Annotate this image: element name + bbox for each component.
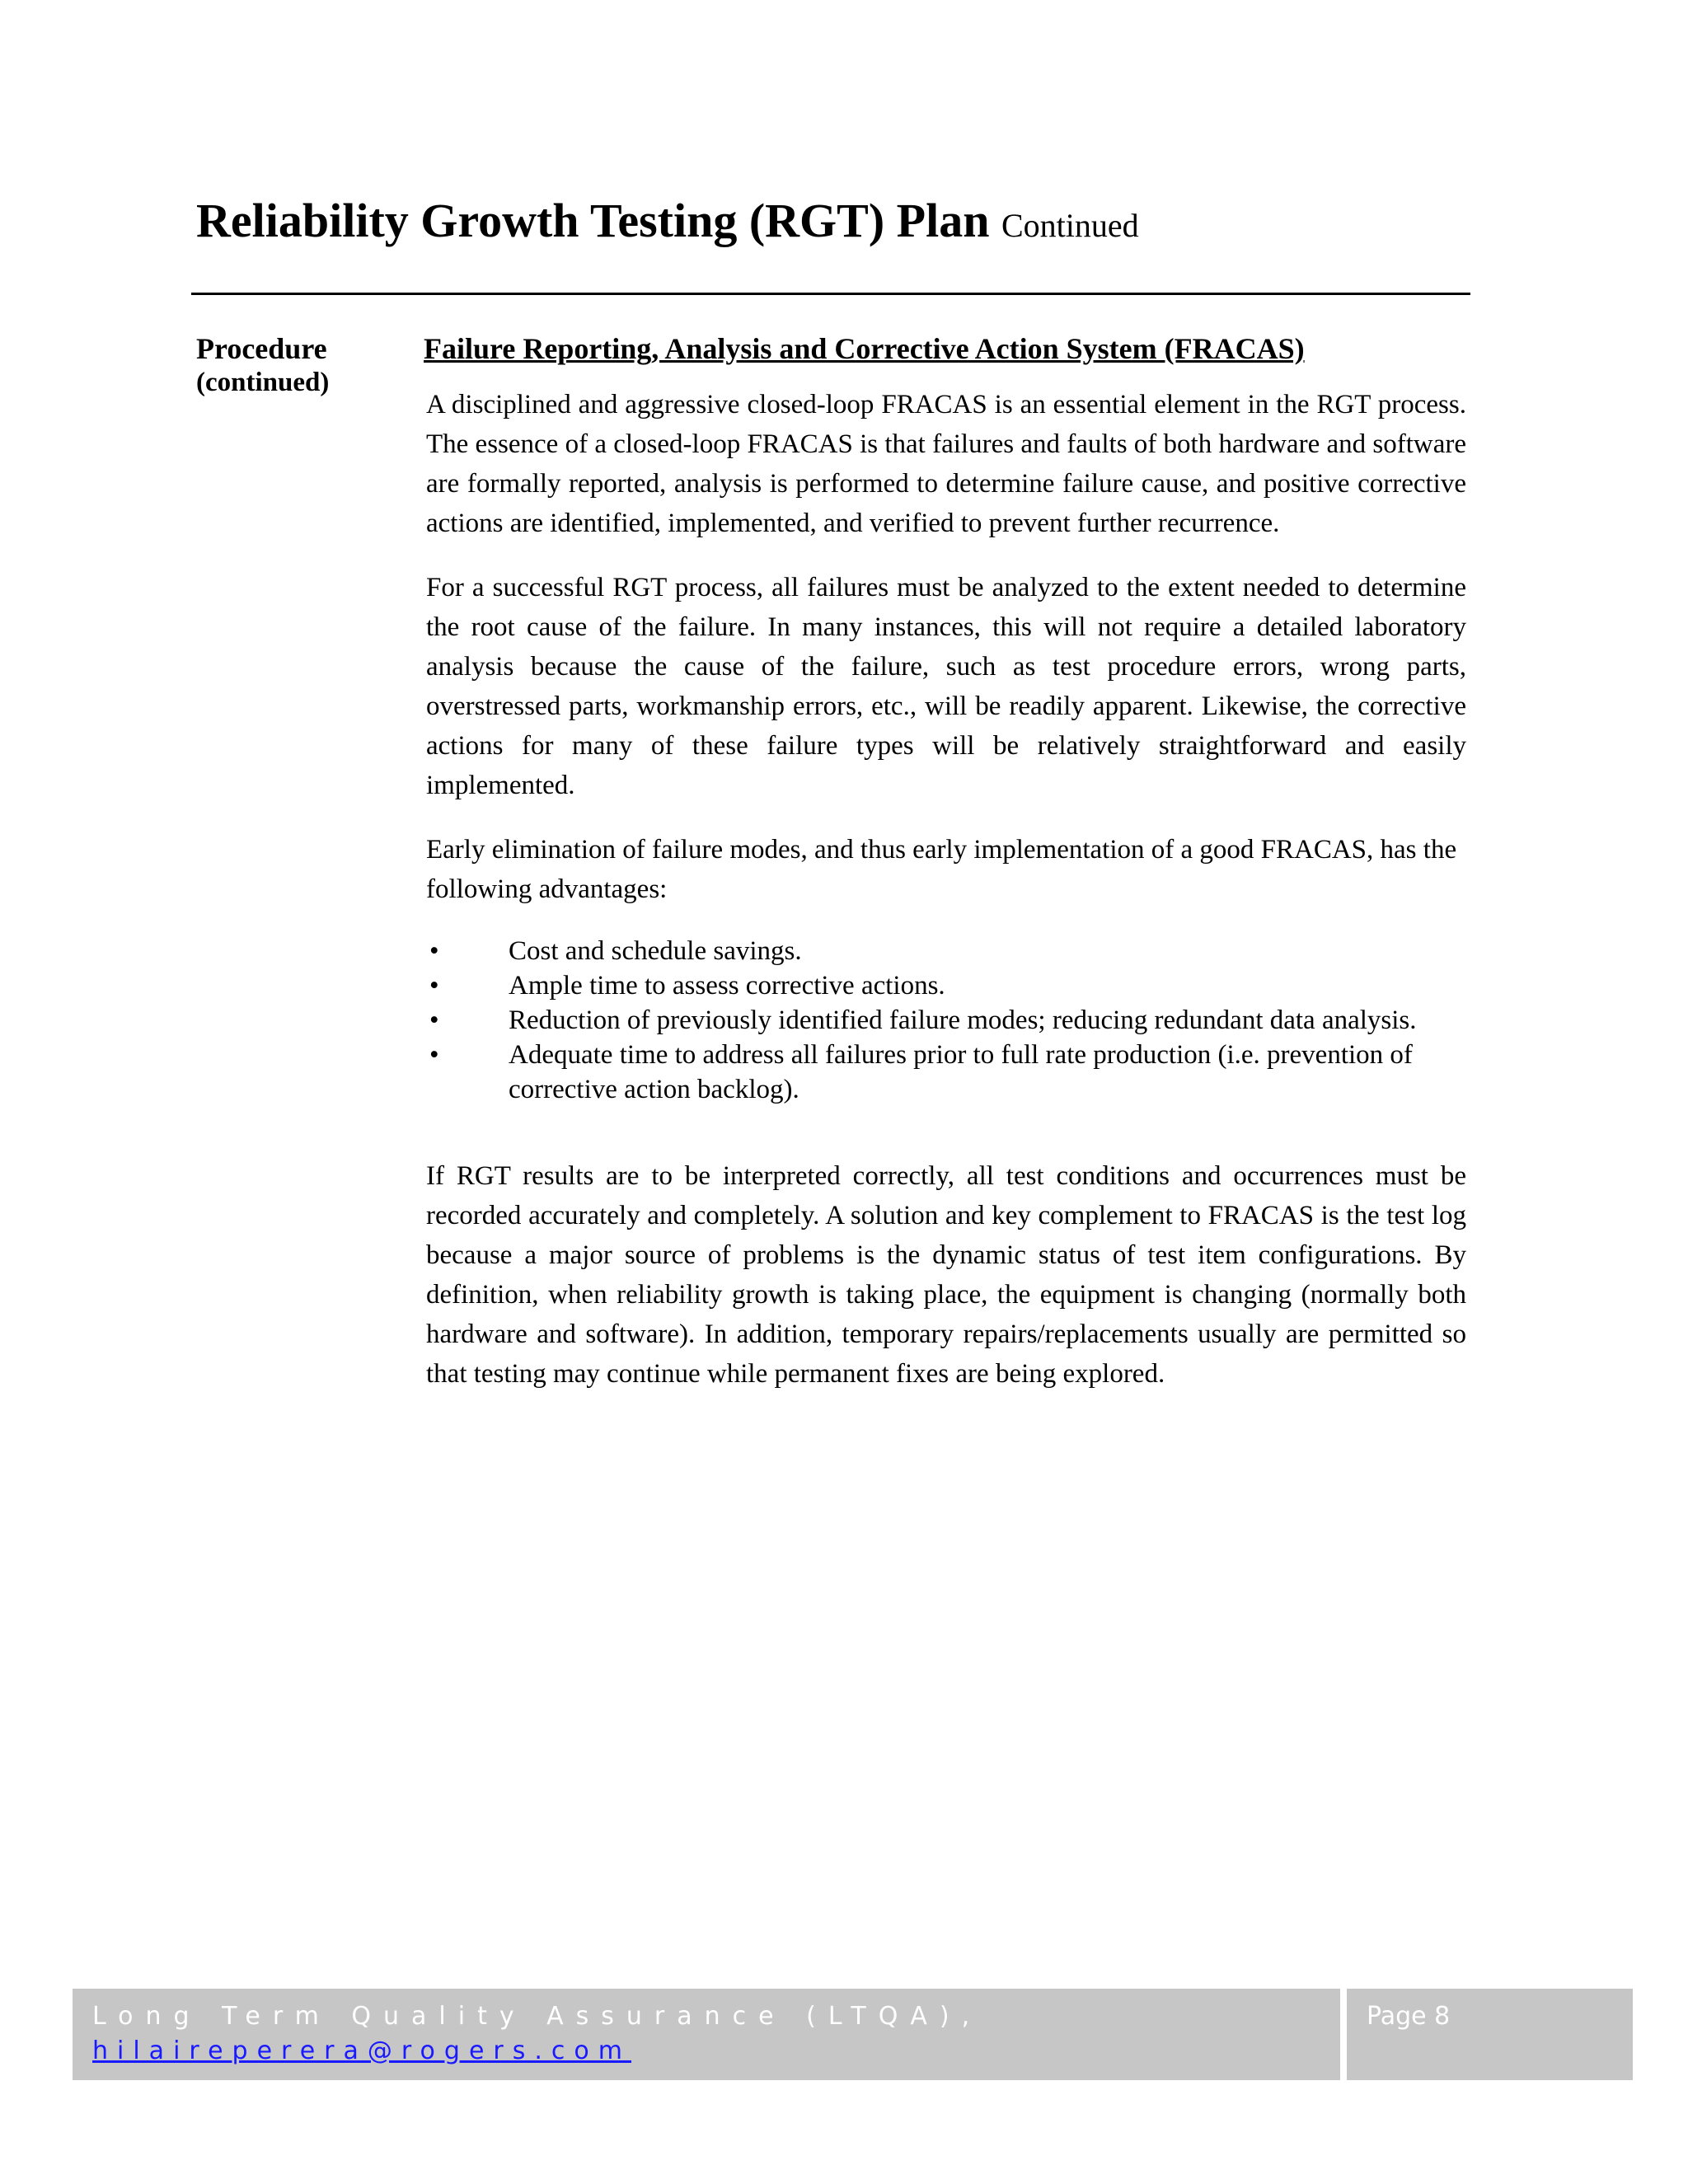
advantages-list <box>426 934 1466 1107</box>
page-number: Page 8 <box>1367 2002 1451 2031</box>
main-content <box>426 331 1466 1418</box>
bullet-icon: • <box>429 1040 439 1071</box>
title-divider <box>191 293 1470 295</box>
footer-right-panel <box>1347 1989 1633 2080</box>
paragraph-2: For a successful RGT process, all failures must be analyzed to the extent needed to determine the root cause of the failure. In many instances, this will not require a detailed laboratory analysis because the cause of the failure, such as test procedure errors, wrong parts, overstressed parts, workmanship errors, etc., will be readily apparent. Likewise, the corrective actions for many of these failure types will be relatively straightforward and easily implemented. <box>426 573 1466 801</box>
list-item <box>426 1038 1466 1107</box>
side-label-main: Procedure <box>196 332 327 365</box>
bullet-icon: • <box>429 971 439 1001</box>
page-title <box>196 194 1139 247</box>
spacer <box>426 1107 1466 1156</box>
paragraph-3: Early elimination of failure modes, and thus early implementation of a good FRACAS, has the following advantages: <box>426 835 1457 905</box>
footer-org: Long Term Quality Assurance (LTQA), <box>92 2002 982 2031</box>
bullet-icon: • <box>429 936 439 967</box>
list-item-text: Ample time to assess corrective actions. <box>509 971 945 1001</box>
closing-paragraph: If RGT results are to be interpreted correctly, all test conditions and occurrences must be recorded accurately and completely. A solution and key complement to FRACAS is the test log because a major source of problems is the dynamic status of test item configurations. By definition, when reliability growth is taking place, the equipment is changing (normally both hardware and software). In addition, temporary repairs/replacements usually are permitted so that testing may continue while permanent fixes are being explored. <box>426 1161 1466 1390</box>
page-title-text: Reliability Growth Testing (RGT) Plan <box>196 194 990 247</box>
footer-email-link[interactable]: hilaireperera@rogers.com <box>92 2036 631 2065</box>
list-item <box>426 934 1466 968</box>
section-heading: Failure Reporting, Analysis and Corrective Action System (FRACAS) <box>424 332 1305 365</box>
side-label-sub: (continued) <box>196 368 330 398</box>
bullet-icon: • <box>429 1005 439 1036</box>
list-item <box>426 968 1466 1003</box>
page-title-suffix: Continued <box>1001 207 1139 244</box>
page-footer <box>73 1989 1633 2080</box>
side-label <box>196 331 329 400</box>
list-item <box>426 1003 1466 1038</box>
list-item-text: Reduction of previously identified failure modes; reducing redundant data analysis. <box>509 1005 1417 1036</box>
footer-left-panel <box>73 1989 1340 2080</box>
list-item-text: Adequate time to address all failures prior to full rate production (i.e. prevention of corrective action backlog). <box>509 1040 1413 1105</box>
list-item-text: Cost and schedule savings. <box>509 936 802 967</box>
paragraph-1: A disciplined and aggressive closed-loop FRACAS is an essential element in the RGT process. The essence of a closed-loop FRACAS is that failures and faults of both hardware and software are formally reported, analysis is performed to determine failure cause, and positive corrective actions are identified, implemented, and verified to prevent further recurrence. <box>426 390 1466 539</box>
